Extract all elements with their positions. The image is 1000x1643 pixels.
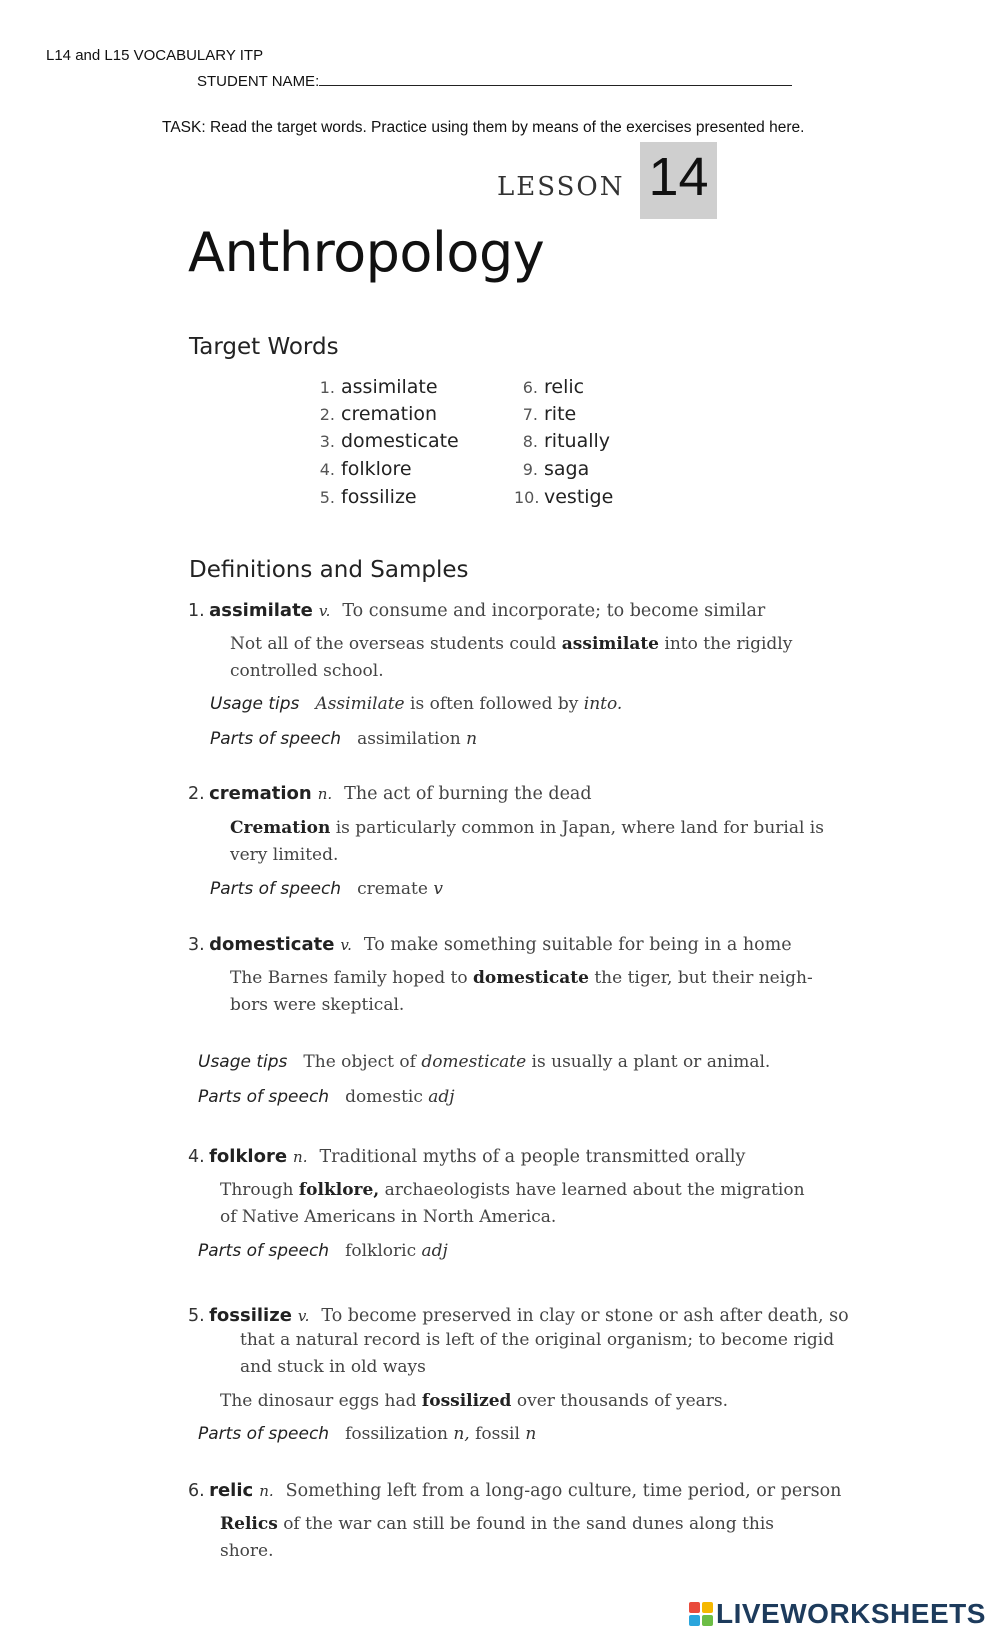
sample-text: bors were skeptical. (230, 995, 405, 1015)
entry-pos: v. (340, 936, 352, 954)
definition-text: and stuck in old ways (240, 1357, 426, 1377)
sample-text: The Barnes family hoped to (230, 968, 473, 988)
target-words-heading: Target Words (189, 334, 339, 360)
definition-entry-cremation (188, 783, 592, 804)
lesson-label: LESSON (497, 172, 625, 202)
pos-tag: n (525, 1424, 537, 1444)
student-name-row (197, 71, 792, 90)
page-title: Anthropology (188, 221, 545, 284)
target-word-number: 10. (514, 488, 540, 507)
pos-tag: n, (453, 1424, 470, 1444)
target-word-number: 1. (319, 378, 335, 397)
parts-of-speech-label: Parts of speech (198, 1087, 330, 1107)
document-label: L14 and L15 VOCABULARY ITP (46, 47, 264, 64)
sample-text: the tiger, but their neigh- (588, 968, 813, 988)
sample-text: very limited. (230, 845, 339, 865)
pos-word: folkloric (345, 1241, 417, 1261)
task-instruction: TASK: Read the target words. Practice using them by means of the exercises presented here. (162, 119, 805, 136)
entry-number: 5. (188, 1306, 205, 1326)
sample-text: Through (220, 1180, 299, 1200)
parts-of-speech-label: Parts of speech (198, 1241, 330, 1261)
parts-of-speech (198, 1241, 448, 1261)
target-word-number: 3. (319, 432, 335, 451)
entry-pos: n. (293, 1148, 308, 1166)
target-word: domesticate (341, 430, 459, 452)
parts-of-speech (198, 1087, 455, 1107)
entry-sample (220, 1511, 774, 1565)
sample-keyword: Relics (220, 1514, 278, 1534)
entry-pos: v. (297, 1307, 310, 1325)
lesson-number: 14 (648, 147, 709, 207)
entry-pos: n. (259, 1482, 274, 1500)
parts-of-speech-label: Parts of speech (210, 879, 342, 899)
sample-text: over thousands of years. (511, 1391, 729, 1411)
usage-tips-label: Usage tips (210, 694, 300, 714)
usage-tips (210, 694, 622, 714)
target-word-item (311, 376, 438, 398)
sample-text: is particularly common in Japan, where land for burial is (330, 818, 824, 838)
sample-keyword: assimilate (561, 634, 659, 654)
target-word: relic (544, 376, 585, 398)
target-word-item (311, 486, 417, 508)
sample-text: Not all of the overseas students could (230, 634, 562, 654)
parts-of-speech (198, 1424, 536, 1444)
target-word: folklore (341, 458, 412, 480)
definition-text: that a natural record is left of the original organism; to become rigid (240, 1330, 835, 1350)
tip-text: The object of (303, 1052, 422, 1072)
definition-entry-relic (188, 1480, 841, 1501)
target-word-item (514, 376, 584, 398)
sample-text: archaeologists have learned about the migration (379, 1180, 805, 1200)
entry-number: 6. (188, 1481, 205, 1501)
sample-keyword: folklore, (298, 1180, 380, 1200)
lesson-number-box (640, 142, 717, 219)
liveworksheets-logo[interactable] (689, 1598, 986, 1630)
target-word-number: 8. (522, 432, 538, 451)
pos-word: assimilation (357, 729, 461, 749)
entry-sample (230, 815, 824, 869)
entry-sample (220, 1388, 728, 1415)
entry-word: folklore (209, 1146, 288, 1167)
entry-definition: Something left from a long-ago culture, time period, or person (285, 1481, 842, 1501)
entry-sample (230, 965, 813, 1019)
entry-pos: n. (317, 785, 333, 803)
entry-pos: v. (318, 602, 331, 620)
target-word-item (514, 486, 613, 508)
entry-sample (230, 631, 792, 685)
target-word-item (311, 403, 437, 425)
entry-sample (220, 1177, 805, 1231)
sample-keyword: fossilized (421, 1391, 512, 1411)
pos-word: fossilization (345, 1424, 448, 1444)
logo-square (689, 1615, 700, 1626)
tip-term: into. (583, 694, 623, 714)
entry-word: relic (209, 1480, 254, 1501)
definition-entry-assimilate (188, 600, 765, 621)
parts-of-speech (210, 879, 443, 899)
liveworksheets-logo-icon (689, 1602, 713, 1626)
student-name-label: STUDENT NAME: (197, 73, 320, 90)
logo-square (689, 1602, 700, 1613)
entry-definition: Traditional myths of a people transmitted orally (319, 1147, 746, 1167)
parts-of-speech (210, 729, 477, 749)
definition-entry-fossilize (188, 1305, 849, 1326)
pos-word: fossil (475, 1424, 520, 1444)
target-word: rite (544, 403, 577, 425)
entry-word: fossilize (209, 1305, 292, 1326)
target-word-number: 4. (319, 460, 335, 479)
parts-of-speech-label: Parts of speech (198, 1424, 330, 1444)
target-word-item (311, 430, 459, 452)
entry-definition: To become preserved in clay or stone or ash after death, so (321, 1306, 849, 1326)
parts-of-speech-label: Parts of speech (210, 729, 342, 749)
target-word: ritually (544, 430, 611, 452)
definitions-heading: Definitions and Samples (189, 557, 469, 583)
target-word-number: 5. (319, 488, 335, 507)
sample-keyword: Cremation (230, 818, 331, 838)
target-word-item (514, 430, 610, 452)
entry-number: 3. (188, 935, 205, 955)
target-word-number: 9. (522, 460, 538, 479)
logo-square (702, 1602, 713, 1613)
target-word-number: 7. (522, 405, 538, 424)
liveworksheets-logo-text: LIVEWORKSHEETS (716, 1598, 986, 1629)
entry-definition: To make something suitable for being in a home (363, 935, 792, 955)
entry-number: 1. (188, 601, 205, 621)
tip-text: is usually a plant or animal. (526, 1052, 771, 1072)
pos-word: cremate (357, 879, 428, 899)
target-word-item (311, 458, 412, 480)
sample-text: of Native Americans in North America. (220, 1207, 557, 1227)
target-word: saga (544, 458, 590, 480)
definition-entry-folklore (188, 1146, 745, 1167)
sample-text: shore. (220, 1541, 274, 1561)
entry-word: cremation (209, 783, 312, 804)
entry-definition: The act of burning the dead (344, 784, 592, 804)
tip-text: is often followed by (404, 694, 584, 714)
target-word-item (514, 458, 589, 480)
target-word-number: 2. (319, 405, 335, 424)
target-word-number: 6. (522, 378, 538, 397)
sample-text: of the war can still be found in the sand dunes along this (277, 1514, 775, 1534)
entry-word: assimilate (209, 600, 313, 621)
student-name-input-line[interactable] (319, 71, 792, 86)
target-word: assimilate (341, 376, 438, 398)
sample-text: The dinosaur eggs had (220, 1391, 422, 1411)
sample-text: into the rigidly (659, 634, 793, 654)
target-word: cremation (341, 403, 438, 425)
usage-tips (198, 1052, 770, 1072)
tip-term: domesticate (421, 1052, 527, 1072)
sample-keyword: domesticate (472, 968, 589, 988)
entry-number: 2. (188, 784, 205, 804)
tip-term: Assimilate (315, 694, 405, 714)
entry-number: 4. (188, 1147, 205, 1167)
usage-tips-label: Usage tips (198, 1052, 288, 1072)
definition-entry-domesticate (188, 934, 792, 955)
pos-word: domestic (345, 1087, 423, 1107)
entry-definition-continued (240, 1327, 834, 1381)
entry-definition: To consume and incorporate; to become similar (342, 601, 766, 621)
pos-tag: v (433, 879, 443, 899)
pos-tag: adj (428, 1087, 455, 1107)
pos-tag: adj (421, 1241, 448, 1261)
entry-word: domesticate (209, 934, 335, 955)
target-word-item (514, 403, 576, 425)
logo-square (702, 1615, 713, 1626)
target-word: vestige (544, 486, 614, 508)
target-word: fossilize (341, 486, 417, 508)
sample-text: controlled school. (230, 661, 384, 681)
pos-tag: n (466, 729, 478, 749)
